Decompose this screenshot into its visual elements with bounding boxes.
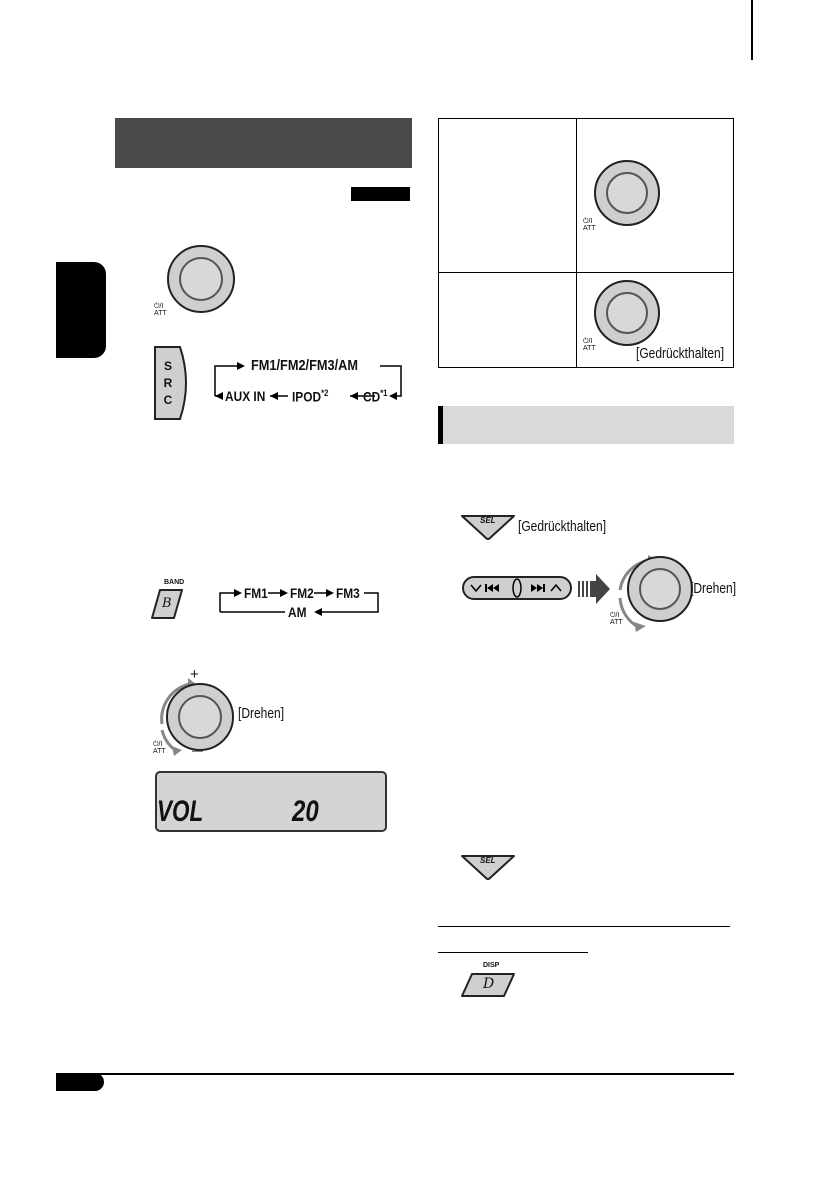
band-fm1: FM1	[244, 585, 268, 601]
power-knob-table-2[interactable]	[594, 280, 660, 346]
att-label: ⏻/I ATT	[583, 218, 596, 232]
lcd-vol-value: 20	[292, 795, 319, 828]
hold-label: [Gedrückthalten]	[636, 345, 725, 362]
band-am: AM	[288, 604, 307, 620]
black-label-bar	[351, 187, 410, 201]
rotate-label: [Drehen]	[690, 580, 737, 597]
disp-label: DISP	[483, 962, 500, 969]
power-volume-knob[interactable]	[167, 245, 235, 313]
sel-hold-label: [Gedrückthalten]	[518, 518, 607, 535]
att-label: ⏻/I ATT	[583, 338, 596, 352]
operation-table	[438, 118, 734, 368]
band-fm3: FM3	[336, 585, 360, 601]
rotate-label: [Drehen]	[238, 705, 285, 722]
source-cd: CD$^{*1}$	[363, 388, 388, 405]
table-hdivider	[438, 272, 734, 273]
right-arrow-icon	[578, 574, 612, 604]
table-vdivider	[576, 118, 577, 368]
minus-sign: —	[192, 745, 203, 757]
att-label: ⏻/I ATT	[610, 612, 623, 626]
language-tab	[56, 262, 106, 358]
src-button-label: S R C	[163, 359, 173, 407]
source-ipod: IPOD$^{*2}$	[292, 388, 329, 405]
disp-letter: D	[483, 976, 495, 992]
att-label: ⏻/I ATT	[153, 741, 166, 755]
band-fm2: FM2	[290, 585, 314, 601]
power-knob-table-1[interactable]	[594, 160, 660, 226]
divider-rule-short	[438, 952, 588, 953]
lcd-vol-label: VOL	[157, 795, 204, 828]
volume-knob[interactable]	[166, 683, 234, 751]
band-letter: B	[162, 596, 172, 611]
band-label: BAND	[164, 579, 185, 586]
footer-page-tab	[56, 1073, 104, 1091]
source-aux: AUX IN	[225, 388, 266, 404]
source-flow-top: FM1/FM2/FM3/AM	[251, 357, 358, 374]
att-label: ⏻/I ATT	[154, 303, 167, 317]
top-rule	[751, 0, 753, 60]
plus-sign: +	[190, 666, 199, 683]
divider-rule	[438, 926, 730, 927]
control-knob[interactable]	[627, 556, 693, 622]
footer-rule	[56, 1073, 734, 1075]
seek-buttons[interactable]	[461, 574, 573, 602]
sel-button-label: SEL	[480, 516, 496, 525]
section-header-light	[438, 406, 734, 444]
sel-button-label: SEL	[480, 856, 496, 865]
section-header-dark	[115, 118, 412, 168]
